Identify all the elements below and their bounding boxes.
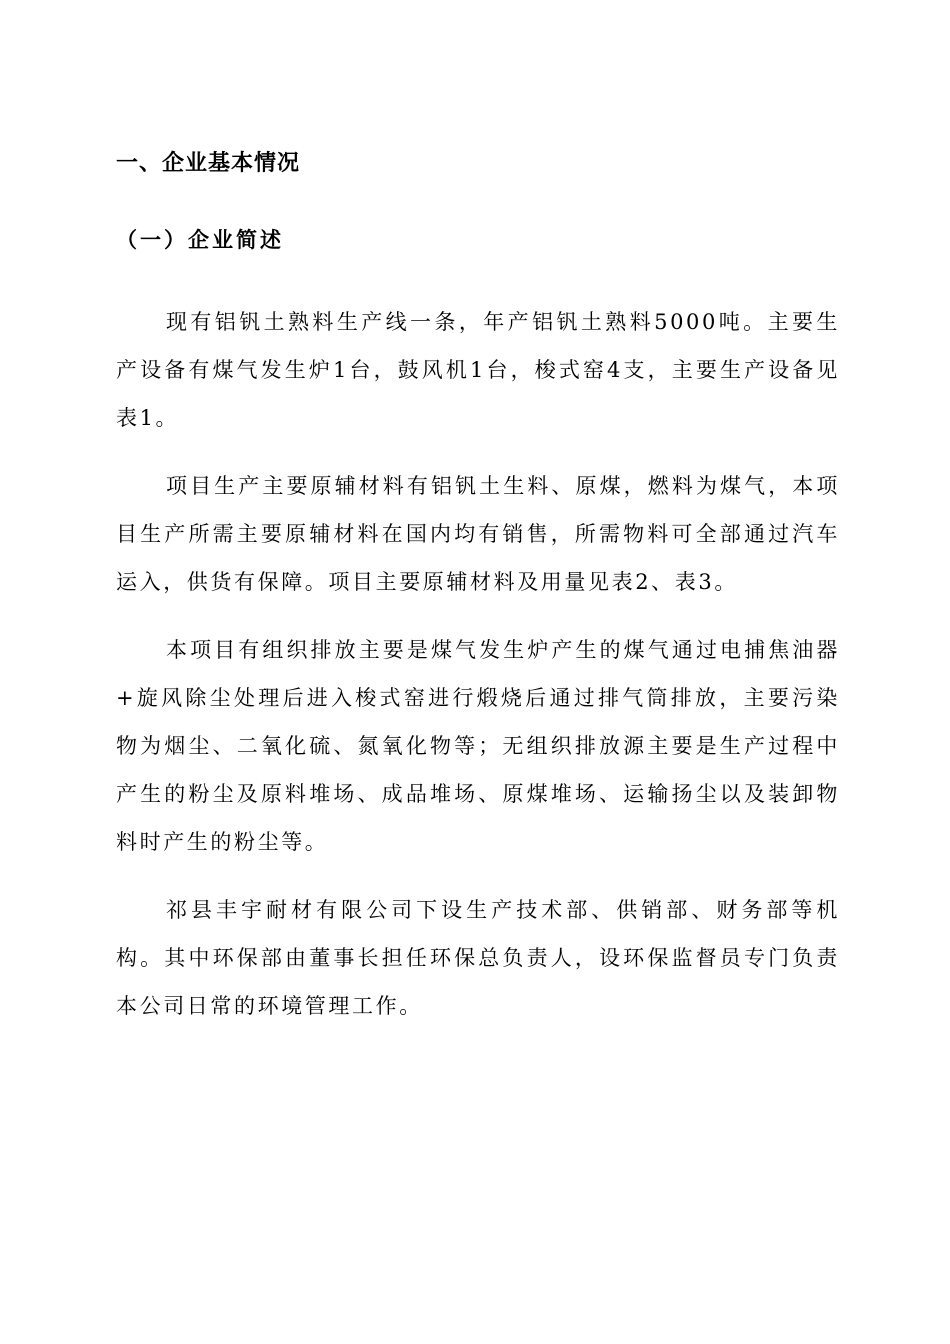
- paragraph-raw-materials: 项目生产主要原辅材料有铝钒土生料、原煤，燃料为煤气，本项目生产所需主要原辅材料在国内均有销售，所需物料可全部通过汽车运入，供货有保障。项目主要原辅材料及用量见表2、表3。: [116, 474, 840, 594]
- paragraph-production-line: 现有铝钒土熟料生产线一条，年产铝钒土熟料5000吨。主要生产设备有煤气发生炉1台，鼓风机1台，梭式窑4支，主要生产设备见表1。: [116, 310, 840, 430]
- section-title: 一、企业基本情况: [116, 151, 301, 176]
- paragraph-emissions: 本项目有组织排放主要是煤气发生炉产生的煤气通过电捕焦油器+旋风除尘处理后进入梭式窑进行煅烧后通过排气筒排放，主要污染物为烟尘、二氧化硫、氮氧化物等；无组织排放源主要是生产过程中产生的粉尘及原料堆场、成品堆场、原煤堆场、运输扬尘以及装卸物料时产生的粉尘等。: [116, 638, 840, 854]
- subsection-title: （一）企业简述: [116, 227, 284, 252]
- document-body: [116, 146, 840, 1030]
- paragraph-organization: 祁县丰宇耐材有限公司下设生产技术部、供销部、财务部等机构。其中环保部由董事长担任环保总负责人，设环保监督员专门负责本公司日常的环境管理工作。: [116, 898, 840, 1018]
